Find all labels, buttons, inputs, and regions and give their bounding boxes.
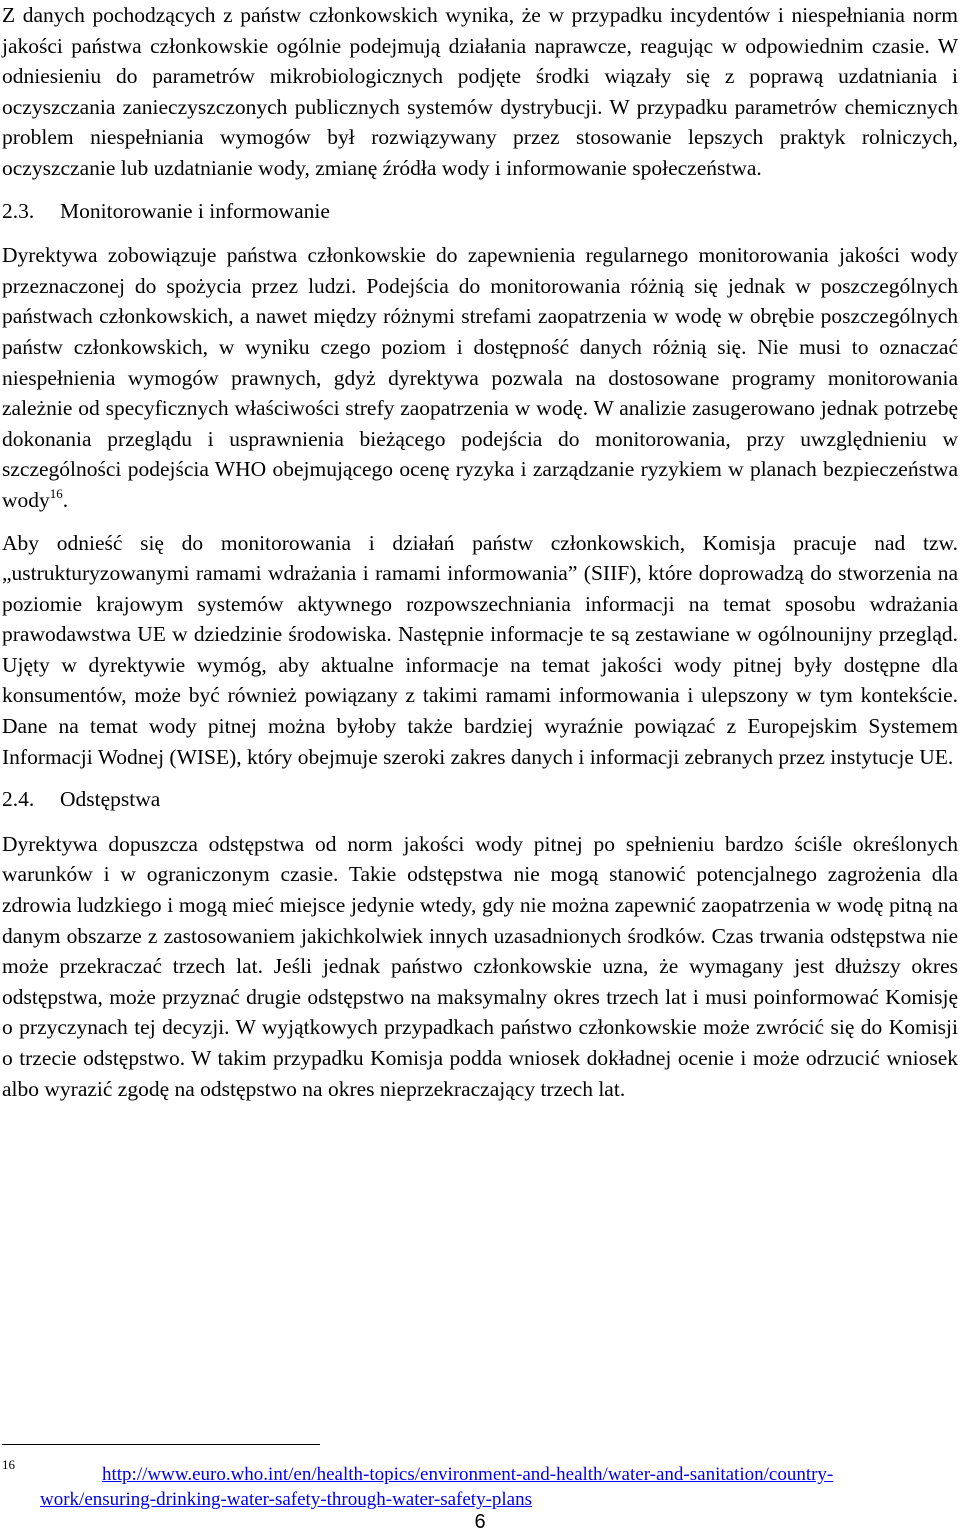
section-title: Monitorowanie i informowanie (60, 198, 330, 223)
paragraph-incidents: Z danych pochodzących z państw członkowskich wynika, że w przypadku incydentów i niespełniania norm jakości państwa członkowskie ogólnie podejmują działania naprawcze, reagując w odpowiednim czasie. W odniesieniu do parametrów mikrobiologicznych podjęte środki wiązały się z poprawą uzdatniania i oczyszczania zanieczyszczonych publicznych systemów dystrybucji. W przypadku parametrów chemicznych problem niespełniania wymogów był rozwiązywany przez stosowanie lepszych praktyk rolniczych, oczyszczanie lub uzdatnianie wody, zmianę źródła wody i informowanie społeczeństwa. (2, 3, 958, 180)
paragraph-derogations: Dyrektywa dopuszcza odstępstwa od norm jakości wody pitnej po spełnieniu bardzo ściśle określonych warunków i w ograniczonym czasie. Takie odstępstwa nie mogą stanowić potencjalnego zagrożenia dla zdrowia ludzkiego i mogą mieć miejsce jedynie wtedy, gdy nie można zapewnić zaopatrzenia w wodę pitną na danym obszarze z zastosowaniem jakichkolwiek innych uzasadnionych środków. Czas trwania odstępstwa nie może przekraczać trzech lat. Jeśli jednak państwo członkowskie uzna, że wymagany jest dłuższy okres odstępstwa, może przyznać drugie odstępstwo na maksymalny okres trzech lat i musi poinformować Komisję o przyczynach tej decyzji. W wyjątkowych przypadkach państwo członkowskie może zwrócić się do Komisji o trzecie odstępstwo. W takim przypadku Komisja podda wniosek dokładnej ocenie i może odrzucić wniosek albo wyrazić zgodę na odstępstwo na okres nieprzekraczający trzech lat. (2, 831, 958, 1101)
page-number: 6 (474, 1511, 486, 1533)
footnote-link-line-2[interactable]: work/ensuring-drinking-water-safety-through-water-safety-plans (40, 1489, 533, 1510)
page-content (2, 0, 958, 1104)
section-number: 2.4. (2, 787, 35, 812)
footnote-number: 16 (2, 1457, 15, 1472)
footnote-reference[interactable]: 16 (49, 485, 63, 501)
paragraph-monitoring (2, 240, 958, 515)
paragraph-text: Dyrektywa zobowiązuje państwa członkowskie do zapewnienia regularnego monitorowania jakości wody przeznaczonej do spożycia przez ludzi. Podejścia do monitorowania różnią się jednak w poszczególnych państwach członkowskich, a nawet między różnymi strefami zaopatrzenia w wodę w obrębie poszczególnych państw członkowskich, w wyniku czego poziom i dostępność danych różnią się. Nie musi to oznaczać niespełnienia wymogów prawnych, gdyż dyrektywa pozwala na dostosowane programy monitorowania zależnie od specyficznych właściwości strefy zaopatrzenia w wodę. W analizie zasugerowano jednak potrzebę dokonania przeglądu i usprawnienia bieżącego podejścia do monitorowania, przy uwzględnieniu w szczególności podejścia WHO obejmującego ocenę ryzyka i zarządzanie ryzykiem w planach bezpieczeństwa wody (2, 243, 958, 512)
section-title: Odstępstwa (60, 787, 161, 812)
paragraph-siif: Aby odnieść się do monitorowania i działań państw członkowskich, Komisja pracuje nad tzw. „ustrukturyzowanymi ramami wdrażania i ramami informowania” (SIIF), które doprowadzą do stworzenia na poziomie krajowym systemów aktywnego rozpowszechniania informacji na temat sposobu wdrażania prawodawstwa UE w dziedzinie środowiska. Następnie informacje te są zestawiane w ogólnounijny przegląd. Ujęty w dyrektywie wymóg, aby aktualne informacje na temat jakości wody pitnej były dostępne dla konsumentów, może być również powiązany z takimi ramami informowania i ulepszony w tym kontekście. Dane na temat wody pitnej można byłoby także bardziej wyraźnie powiązać z Europejskim Systemem Informacji Wodnej (WISE), który obejmuje szeroki zakres danych i informacji zebranych przez instytucje UE. (2, 530, 958, 769)
section-heading-2-4 (2, 784, 958, 815)
paragraph-text-end: . (62, 487, 69, 512)
footnote-separator (2, 1444, 320, 1445)
footnote-link-line-1[interactable]: http://www.euro.who.int/en/health-topics/environment-and-health/water-and-sanitation/country- (102, 1464, 834, 1485)
section-heading-2-3 (2, 196, 958, 227)
section-number: 2.3. (2, 198, 35, 223)
